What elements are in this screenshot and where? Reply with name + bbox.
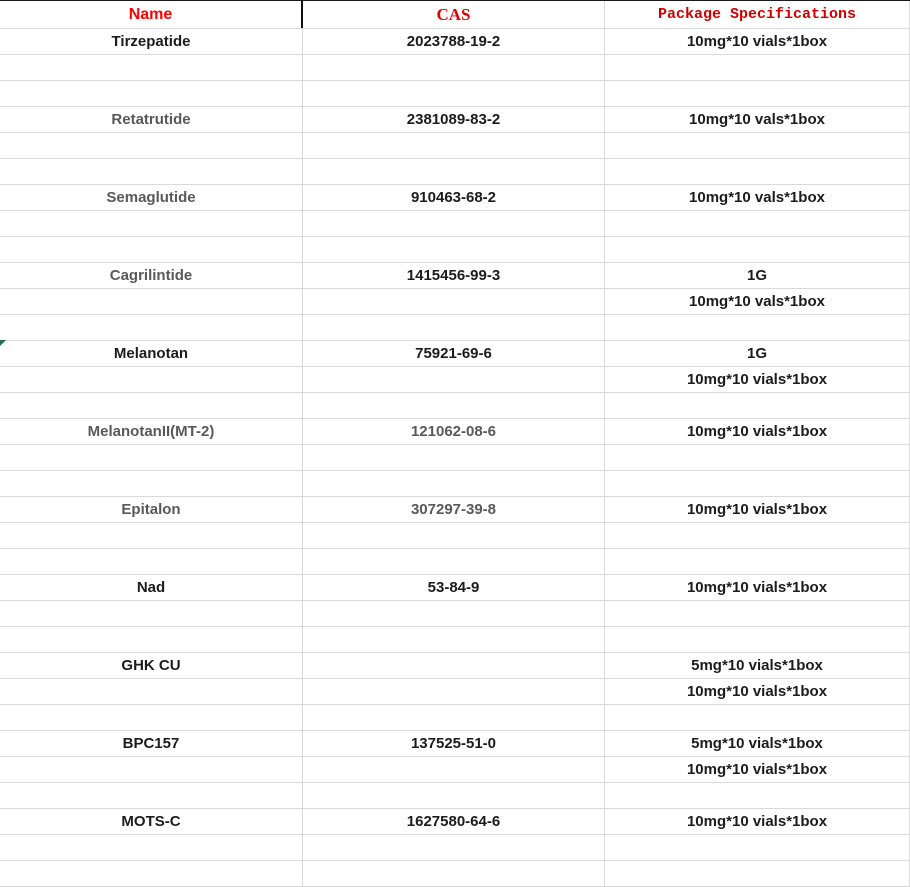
package-spec-cell[interactable]: 5mg*10 vials*1box	[605, 731, 910, 756]
table-row	[0, 341, 910, 367]
table-row	[0, 289, 910, 315]
product-name-cell[interactable]	[0, 159, 303, 184]
cas-number-cell[interactable]: 53-84-9	[303, 575, 605, 600]
table-row	[0, 471, 910, 497]
package-spec-cell[interactable]	[605, 81, 910, 106]
product-name-cell[interactable]: MOTS-C	[0, 809, 303, 834]
package-spec-cell[interactable]: 10mg*10 vials*1box	[605, 419, 910, 444]
table-row	[0, 523, 910, 549]
package-spec-cell[interactable]	[605, 601, 910, 626]
cas-number-cell[interactable]	[303, 549, 605, 574]
table-row	[0, 107, 910, 133]
package-spec-cell[interactable]	[605, 315, 910, 340]
package-spec-cell[interactable]	[605, 835, 910, 860]
green-corner-marker	[0, 340, 6, 346]
product-name-cell[interactable]	[0, 601, 303, 626]
package-spec-cell[interactable]	[605, 159, 910, 184]
cas-number-cell[interactable]	[303, 55, 605, 80]
column-header-cas[interactable]: CAS	[303, 1, 605, 28]
product-name-cell[interactable]	[0, 757, 303, 782]
cas-number-cell[interactable]	[303, 159, 605, 184]
cas-number-cell[interactable]	[303, 367, 605, 392]
package-spec-cell[interactable]: 10mg*10 vials*1box	[605, 575, 910, 600]
product-name-cell[interactable]	[0, 393, 303, 418]
product-name-cell[interactable]: Nad	[0, 575, 303, 600]
product-name-cell[interactable]	[0, 81, 303, 106]
cas-number-cell[interactable]	[303, 133, 605, 158]
cas-number-cell[interactable]	[303, 835, 605, 860]
product-name-cell[interactable]	[0, 549, 303, 574]
package-spec-cell[interactable]	[605, 133, 910, 158]
cas-number-cell[interactable]	[303, 211, 605, 236]
table-row	[0, 211, 910, 237]
table-row	[0, 133, 910, 159]
product-name-cell[interactable]: GHK CU	[0, 653, 303, 678]
table-row	[0, 367, 910, 393]
product-name-cell[interactable]: BPC157	[0, 731, 303, 756]
product-name-cell[interactable]	[0, 783, 303, 808]
cas-number-cell[interactable]	[303, 601, 605, 626]
cas-number-cell[interactable]	[303, 471, 605, 496]
table-row	[0, 237, 910, 263]
table-row	[0, 809, 910, 835]
table-row	[0, 29, 910, 55]
cas-number-cell[interactable]	[303, 237, 605, 262]
product-name-cell[interactable]	[0, 705, 303, 730]
product-name-cell[interactable]: Retatrutide	[0, 107, 303, 132]
cas-number-cell[interactable]: 1415456-99-3	[303, 263, 605, 288]
cas-number-cell[interactable]	[303, 653, 605, 678]
cas-number-cell[interactable]: 2381089-83-2	[303, 107, 605, 132]
table-row	[0, 731, 910, 757]
package-spec-cell[interactable]	[605, 393, 910, 418]
product-name-cell[interactable]: Cagrilintide	[0, 263, 303, 288]
table-row	[0, 445, 910, 471]
package-spec-cell[interactable]: 10mg*10 vials*1box	[605, 757, 910, 782]
product-name-cell[interactable]	[0, 55, 303, 80]
cas-number-cell[interactable]	[303, 523, 605, 548]
cas-number-cell[interactable]	[303, 445, 605, 470]
product-name-cell[interactable]	[0, 471, 303, 496]
table-row	[0, 549, 910, 575]
product-name-cell[interactable]	[0, 315, 303, 340]
package-spec-cell[interactable]: 10mg*10 vals*1box	[605, 185, 910, 210]
cas-number-cell[interactable]: 307297-39-8	[303, 497, 605, 522]
package-spec-cell[interactable]: 10mg*10 vials*1box	[605, 679, 910, 704]
cas-number-cell[interactable]: 137525-51-0	[303, 731, 605, 756]
product-name-cell[interactable]: MelanotanII(MT-2)	[0, 419, 303, 444]
package-spec-cell[interactable]: 10mg*10 vals*1box	[605, 107, 910, 132]
package-spec-cell[interactable]	[605, 523, 910, 548]
package-spec-cell[interactable]: 5mg*10 vials*1box	[605, 653, 910, 678]
package-spec-cell[interactable]	[605, 549, 910, 574]
table-row	[0, 835, 910, 861]
product-name-cell[interactable]	[0, 679, 303, 704]
table-row	[0, 575, 910, 601]
table-row	[0, 315, 910, 341]
package-spec-cell[interactable]: 1G	[605, 341, 910, 366]
product-name-cell[interactable]	[0, 289, 303, 314]
cas-number-cell[interactable]: 1627580-64-6	[303, 809, 605, 834]
product-name-cell[interactable]	[0, 445, 303, 470]
product-name-cell[interactable]: Semaglutide	[0, 185, 303, 210]
table-row	[0, 653, 910, 679]
cas-number-cell[interactable]	[303, 627, 605, 652]
product-name-cell[interactable]	[0, 627, 303, 652]
package-spec-cell[interactable]: 10mg*10 vials*1box	[605, 29, 910, 54]
product-name-cell[interactable]	[0, 237, 303, 262]
table-row	[0, 185, 910, 211]
product-name-cell[interactable]: Melanotan	[0, 341, 303, 366]
cas-number-cell[interactable]: 75921-69-6	[303, 341, 605, 366]
table-row	[0, 757, 910, 783]
product-name-cell[interactable]: Tirzepatide	[0, 29, 303, 54]
cas-number-cell[interactable]	[303, 81, 605, 106]
table-row	[0, 783, 910, 809]
table-row	[0, 497, 910, 523]
header-row	[0, 1, 910, 29]
package-spec-cell[interactable]	[605, 627, 910, 652]
product-name-cell[interactable]	[0, 861, 303, 886]
product-name-cell[interactable]	[0, 523, 303, 548]
package-spec-cell[interactable]: 10mg*10 vials*1box	[605, 367, 910, 392]
package-spec-cell[interactable]	[605, 471, 910, 496]
package-spec-cell[interactable]: 10mg*10 vials*1box	[605, 497, 910, 522]
cas-number-cell[interactable]: 121062-08-6	[303, 419, 605, 444]
product-name-cell[interactable]: Epitalon	[0, 497, 303, 522]
cas-number-cell[interactable]	[303, 679, 605, 704]
package-spec-cell[interactable]: 10mg*10 vals*1box	[605, 289, 910, 314]
package-spec-cell[interactable]: 1G	[605, 263, 910, 288]
cas-number-cell[interactable]	[303, 757, 605, 782]
product-name-cell[interactable]	[0, 211, 303, 236]
table-row	[0, 81, 910, 107]
cas-number-cell[interactable]	[303, 783, 605, 808]
package-spec-cell[interactable]	[605, 445, 910, 470]
table-row	[0, 601, 910, 627]
product-name-cell[interactable]	[0, 835, 303, 860]
column-header-name[interactable]: Name	[0, 1, 303, 28]
cas-number-cell[interactable]	[303, 289, 605, 314]
table-row	[0, 393, 910, 419]
package-spec-cell[interactable]	[605, 783, 910, 808]
cas-number-cell[interactable]: 2023788-19-2	[303, 29, 605, 54]
table-body	[0, 29, 910, 887]
package-spec-cell[interactable]	[605, 211, 910, 236]
column-header-package-specifications[interactable]: Package Specifications	[605, 1, 910, 28]
cas-number-cell[interactable]	[303, 315, 605, 340]
table-row	[0, 159, 910, 185]
table-row	[0, 861, 910, 887]
package-spec-cell[interactable]	[605, 705, 910, 730]
cas-number-cell[interactable]	[303, 705, 605, 730]
package-spec-cell[interactable]	[605, 861, 910, 886]
table-row	[0, 263, 910, 289]
product-name-cell[interactable]	[0, 367, 303, 392]
package-spec-cell[interactable]: 10mg*10 vials*1box	[605, 809, 910, 834]
table-row	[0, 679, 910, 705]
table-row	[0, 55, 910, 81]
cas-number-cell[interactable]	[303, 393, 605, 418]
cas-number-cell[interactable]	[303, 861, 605, 886]
table-row	[0, 705, 910, 731]
package-spec-cell[interactable]	[605, 55, 910, 80]
cas-number-cell[interactable]: 910463-68-2	[303, 185, 605, 210]
package-spec-cell[interactable]	[605, 237, 910, 262]
table-row	[0, 627, 910, 653]
table-row	[0, 419, 910, 445]
product-name-cell[interactable]	[0, 133, 303, 158]
